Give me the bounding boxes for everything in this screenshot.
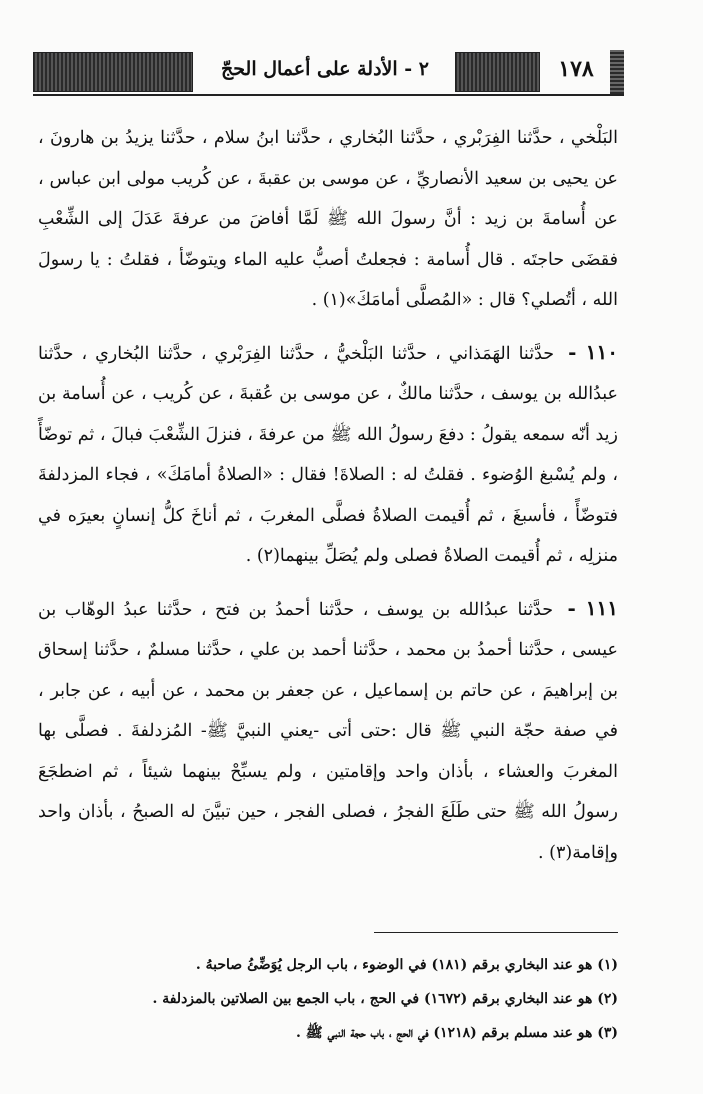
footnote-separator (374, 932, 618, 933)
hadith-paragraph-110 (38, 332, 618, 577)
header-decoration-right (455, 52, 540, 92)
header-title: ٢ - الأدلة على أعمال الحجّ (221, 58, 429, 80)
paragraph-text: البَلْخي ، حدَّثنا الفِرَبْري ، حدَّثنا البُخاري ، حدَّثنا ابنُ سلام ، حدَّثنا يزيدُ بن هارونَ ، عن يحيى بن سعيد الأنصاريِّ ، عن موسى بن عقبةَ ، عن كُريب مولى ابن عباس ، عن أُسامةَ بن زيد : أنَّ رسولَ الله ﷺ لَمَّا أفاضَ من عرفةَ عَدَلَ إلى الشِّعْبِ فقضَى حاجتَه . قال أُسامة : فجعلتُ أصبُّ عليه الماء ويتوضّأ ، فقلتُ : يا رسولَ الله ، أتُصلي؟ قال : «المُصلَّى أمامَكَ»(١) . (38, 128, 618, 310)
footnote: (٢) هو عند البخاري برقم (١٦٧٢) في الحج ، باب الجمع بين الصلاتين بالمزدلفة . (152, 991, 618, 1007)
hadith-paragraph-111 (38, 588, 618, 874)
header-rule (33, 94, 624, 96)
page-number: ١٧٨ (558, 56, 594, 82)
footnote: (٣) هو عند مسلم برقم (١٢١٨) في الحج ، باب حجة النبي ﷺ . (296, 1025, 618, 1041)
paragraph-text: حدَّثنا عبدُالله بن يوسف ، حدَّثنا أحمدُ بن فتح ، حدَّثنا عبدُ الوهّاب بن عيسى ، حدَّثنا أحمدُ بن محمد ، حدَّثنا أحمد بن علي ، حدَّثنا مسلمٌ ، حدَّثنا إسحاق بن إبراهيمَ ، عن حاتم بن إسماعيل ، عن جعفر بن محمد ، عن أبيه ، عن جابر ، في صفة حجّة النبي ﷺ قال :حتى أتى -يعني النبيَّ ﷺ- المُزدلفةَ . فصلَّى بها المغربَ والعشاء ، بأذان واحد وإقامتين ، ولم يسبِّحْ بينهما شيئاً ، ثم اضطجَعَ رسولُ الله ﷺ حتى طَلَعَ الفجرُ ، فصلى الفجر ، حين تبيَّنَ له الصبحُ ، بأذان واحد وإقامة(٣) . (38, 599, 618, 863)
running-header (0, 50, 703, 94)
paragraph-continued (38, 118, 618, 321)
footnote: (١) هو عند البخاري برقم (١٨١) في الوضوء ، باب الرجل يُوَضِّئُ صاحبهُ . (195, 957, 618, 973)
hadith-number: ١١٠ - (568, 339, 618, 364)
hadith-number: ١١١ - (567, 595, 618, 620)
main-text (38, 118, 618, 884)
paragraph-text: حدَّثنا الهَمَذاني ، حدَّثنا البَلْخيُّ ، حدَّثنا الفِرَبْري ، حدَّثنا البُخاري ، حدَّثنا عبدُالله بن يوسف ، حدَّثنا مالكٌ ، عن موسى بن عُقبةَ ، عن كُريب ، عن أُسامة بن زيد أنّه سمعه يقولُ : دفعَ رسولُ الله ﷺ من عرفةَ ، فنزلَ الشِّعْبَ فبالَ ، ثم توضّأً ، ولم يُسْبغ الوُضوء . فقلتُ له : الصلاةَ! فقال : «الصلاةُ أمامَكَ» ، فجاء المزدلفةَ فتوضّأً ، فأسبغَ ، ثم أُقيمت الصلاةُ فصلَّى المغربَ ، ثم أناخَ كلُّ إنسانٍ بعيرَه في منزلِه ، ثم أُقيمت الصلاةُ فصلى ولم يُصَلِّ بينهما(٢) . (38, 343, 618, 566)
footnotes (120, 948, 618, 1050)
header-decoration-left (33, 52, 193, 92)
header-edge-decoration (610, 50, 624, 94)
